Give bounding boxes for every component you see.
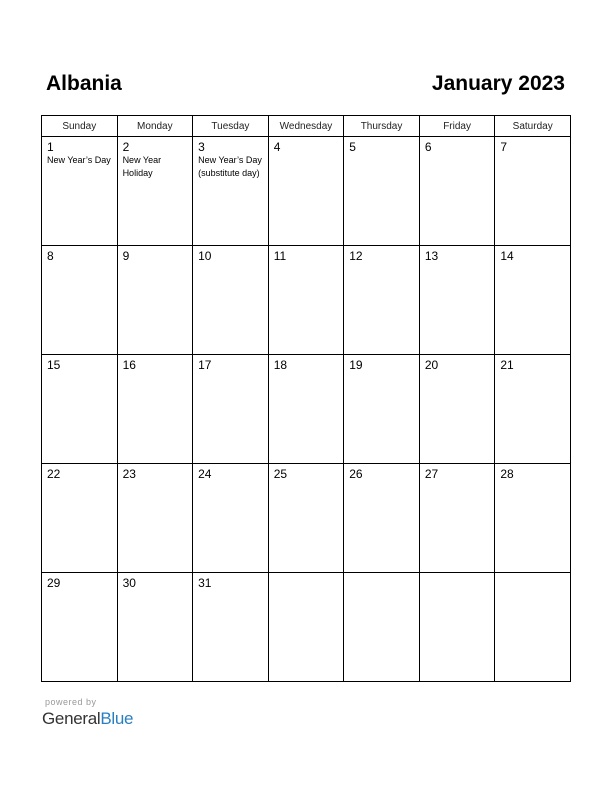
day-number: 13 <box>424 249 439 263</box>
weekday-header-row <box>42 116 571 137</box>
day-cell-empty <box>268 573 344 682</box>
day-cell <box>344 464 420 573</box>
powered-by-text: powered by <box>45 697 97 707</box>
day-number: 19 <box>349 358 363 372</box>
day-number: 28 <box>500 467 514 481</box>
day-number: 21 <box>500 358 514 372</box>
country-title: Albania <box>46 72 122 95</box>
week-row <box>42 573 571 682</box>
brand-general-text: General <box>42 709 101 728</box>
day-cell <box>495 137 571 246</box>
day-number: 26 <box>349 467 363 481</box>
day-cell <box>419 137 495 246</box>
day-number: 12 <box>349 249 363 263</box>
weekday-tuesday: Tuesday <box>193 116 269 137</box>
day-number: 25 <box>273 467 288 481</box>
day-number: 8 <box>47 249 54 263</box>
day-number: 7 <box>500 140 508 154</box>
generalblue-logo[interactable] <box>42 708 133 730</box>
day-cell <box>42 464 118 573</box>
week-row <box>42 137 571 246</box>
day-cell <box>419 246 495 355</box>
month-year-title: January 2023 <box>431 72 565 95</box>
weekday-thursday: Thursday <box>344 116 420 137</box>
day-number: 6 <box>424 140 432 154</box>
weekday-friday: Friday <box>419 116 495 137</box>
day-cell <box>42 355 118 464</box>
weekday-monday: Monday <box>117 116 193 137</box>
day-number: 23 <box>122 467 136 481</box>
day-cell <box>344 246 420 355</box>
weekday-wednesday: Wednesday <box>268 116 344 137</box>
day-number: 14 <box>500 249 514 263</box>
day-cell <box>268 246 344 355</box>
day-number: 11 <box>273 249 287 263</box>
day-number: 30 <box>122 576 136 590</box>
day-cell <box>117 464 193 573</box>
day-cell <box>193 355 269 464</box>
day-cell <box>117 355 193 464</box>
day-number: 20 <box>424 358 439 372</box>
day-cell <box>344 355 420 464</box>
footer-branding <box>42 696 133 730</box>
day-cell-empty <box>344 573 420 682</box>
day-cell <box>193 137 269 246</box>
day-cell <box>117 246 193 355</box>
day-number: 29 <box>47 576 61 590</box>
day-number: 5 <box>349 140 356 154</box>
day-cell <box>495 464 571 573</box>
week-row <box>42 464 571 573</box>
week-row <box>42 355 571 464</box>
day-cell <box>193 246 269 355</box>
day-cell-empty <box>419 573 495 682</box>
day-number: 4 <box>273 140 281 154</box>
holiday-label: New Year’s Day <box>47 155 111 165</box>
day-cell <box>344 137 420 246</box>
day-cell <box>268 464 344 573</box>
day-number: 10 <box>198 249 212 263</box>
day-number: 17 <box>198 358 212 372</box>
day-number: 18 <box>273 358 288 372</box>
day-number: 31 <box>198 576 212 590</box>
brand-blue-text: Blue <box>100 709 134 728</box>
day-cell <box>117 137 193 246</box>
day-cell <box>495 355 571 464</box>
day-cell <box>42 137 118 246</box>
day-cell-empty <box>495 573 571 682</box>
day-number: 15 <box>47 358 61 372</box>
day-cell <box>117 573 193 682</box>
weekday-saturday: Saturday <box>495 116 571 137</box>
holiday-label: New Year Holiday <box>122 155 162 178</box>
day-cell <box>42 246 118 355</box>
day-cell <box>419 355 495 464</box>
day-number: 9 <box>122 249 130 263</box>
day-number: 1 <box>47 140 54 154</box>
day-cell <box>193 573 269 682</box>
day-cell <box>495 246 571 355</box>
day-number: 27 <box>424 467 439 481</box>
day-number: 24 <box>198 467 212 481</box>
day-number: 2 <box>122 140 130 154</box>
calendar-grid <box>41 115 571 682</box>
weekday-sunday: Sunday <box>42 116 118 137</box>
day-cell <box>42 573 118 682</box>
day-cell <box>419 464 495 573</box>
day-number: 16 <box>122 358 136 372</box>
week-row <box>42 246 571 355</box>
day-number: 3 <box>198 140 205 154</box>
holiday-label: New Year’s Day (substitute day) <box>198 155 262 178</box>
day-cell <box>193 464 269 573</box>
day-number: 22 <box>47 467 61 481</box>
day-cell <box>268 355 344 464</box>
day-cell <box>268 137 344 246</box>
